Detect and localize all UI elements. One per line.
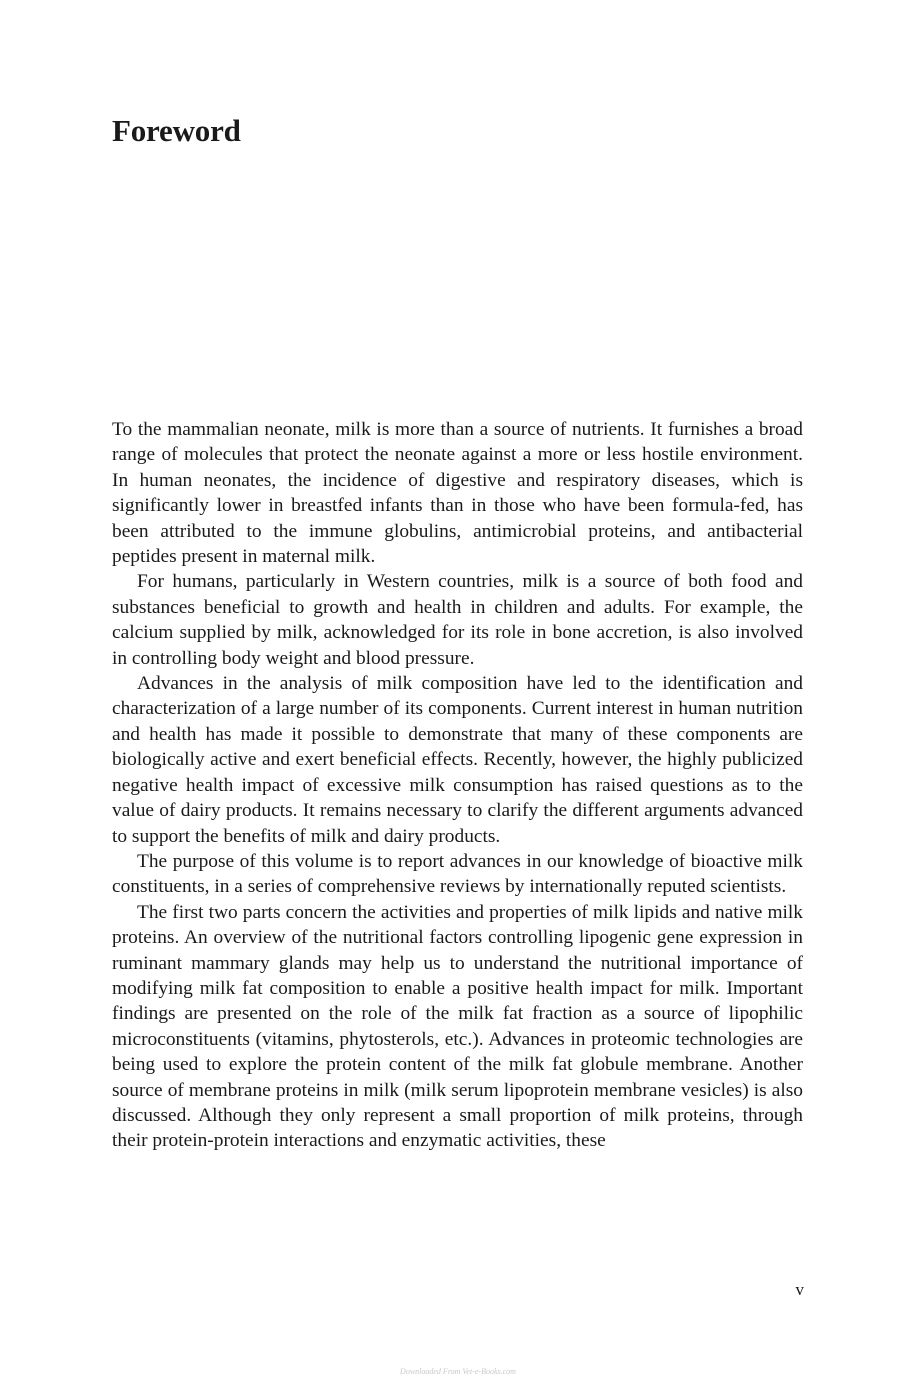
paragraph-3: Advances in the analysis of milk composition have led to the identification and characterization of a large number of its components. Current interest in human nutrition and health has made it possible to demonstrate that many of these components are biologically active and exert beneficial effects. Recently, however, the highly publicized negative health impact of excessive milk consumption has raised questions as to the value of dairy products. It remains necessary to clarify the different arguments advanced to support the benefits of milk and dairy products.: [112, 673, 803, 847]
paragraph-1: To the mammalian neonate, milk is more than a source of nutrients. It furnishes a broad range of molecules that protect the neonate against a more or less hostile environment. In human neonates, the incidence of digestive and respiratory diseases, which is significantly lower in breastfed infants than in those who have been formula-fed, has been attributed to the immune globulins, antimicrobial proteins, and antibacterial peptides present in maternal milk.: [112, 419, 803, 568]
download-watermark: Downloaded From Vet-e-Books.com: [400, 1367, 516, 1376]
paragraph-4: The purpose of this volume is to report advances in our knowledge of bioactive milk constituents, in a series of comprehensive reviews by internationally reputed scientists.: [112, 850, 803, 898]
foreword-body: [112, 417, 803, 1154]
paragraph-5: The first two parts concern the activities and properties of milk lipids and native milk proteins. An overview of the nutritional factors controlling lipogenic gene expression in ruminant mammary glands may help us to understand the nutritional importance of modifying milk fat composition to enable a positive health impact for milk. Important findings are presented on the role of the milk fat fraction as a source of lipophilic microconstituents (vitamins, phytosterols, etc.). Advances in proteomic technologies are being used to explore the protein content of the milk fat globule membrane. Another source of membrane proteins in milk (milk serum lipoprotein membrane vesicles) is also discussed. Although they only represent a small proportion of milk proteins, through their protein-protein interactions and enzymatic activities, these: [112, 901, 803, 1152]
paragraph-2: For humans, particularly in Western countries, milk is a source of both food and substances beneficial to growth and health in children and adults. For example, the calcium supplied by milk, acknowledged for its role in bone accretion, is also involved in controlling body weight and blood pressure.: [112, 571, 803, 669]
page-number: v: [795, 1280, 804, 1299]
chapter-title: Foreword: [112, 113, 241, 148]
